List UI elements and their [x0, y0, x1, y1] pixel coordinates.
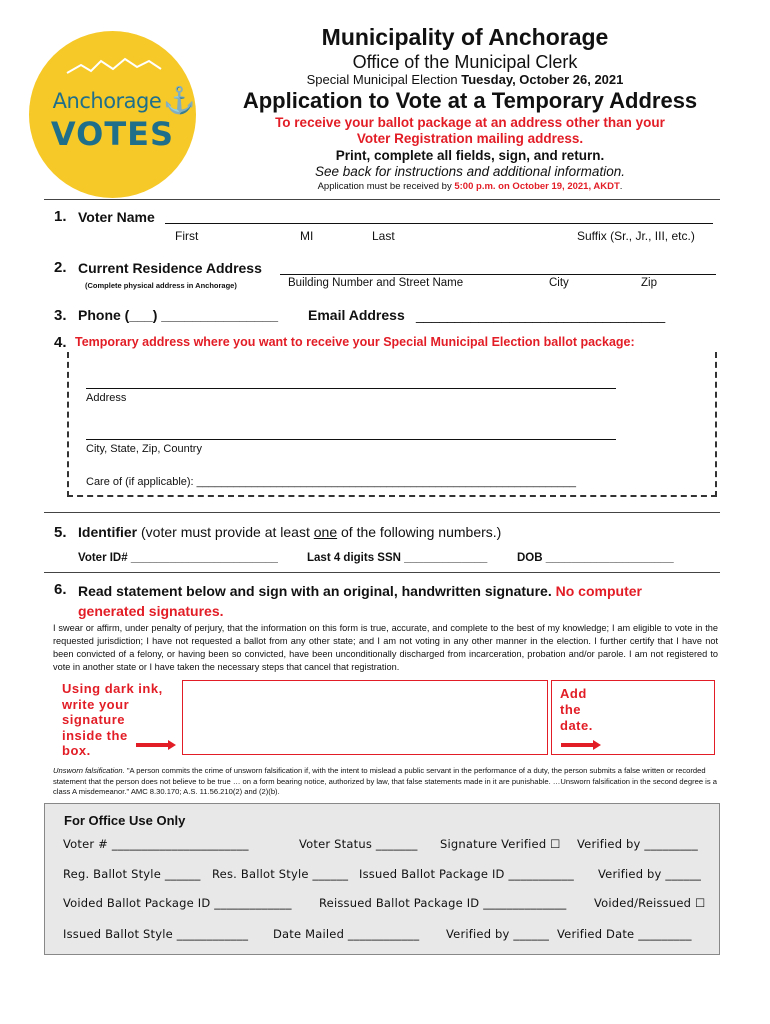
office-verified-by-2: Verified by ______: [598, 867, 702, 881]
office-issued-ballot-style: Issued Ballot Style ____________: [63, 927, 249, 941]
office-voter-number: Voter # _______________________: [63, 837, 249, 851]
section5-number: 5.: [54, 524, 67, 541]
care-of-field[interactable]: Care of (if applicable): ______________________________________________________________: [86, 476, 576, 488]
falsification-title: Unsworn falsification.: [53, 766, 125, 775]
signature-instruction-1: Read statement below and sign with an original, handwritten signature.: [78, 583, 552, 599]
deadline-time: 5:00 p.m. on October 19, 2021, AKDT: [454, 181, 620, 192]
identifier-note-a: (voter must provide at least: [137, 524, 314, 540]
falsification-notice: [53, 766, 718, 798]
signature-hint-line: Using dark ink,: [62, 681, 163, 696]
identifier-label: Identifier: [78, 524, 138, 540]
temp-address-label: Temporary address where you want to receive your Special Municipal Election ballot package:: [75, 335, 635, 349]
date-hint-line: Add: [560, 686, 587, 701]
office-res-ballot-style: Res. Ballot Style ______: [212, 867, 349, 881]
voter-name-label: Voter Name: [78, 209, 155, 225]
identifier-note-b: of the following numbers.): [337, 524, 502, 540]
office-voided-package-id: Voided Ballot Package ID _____________: [63, 896, 292, 910]
election-date: Tuesday, October 26, 2021: [461, 72, 624, 87]
election-line: [230, 72, 700, 87]
voter-name-field[interactable]: [165, 208, 713, 224]
signature-hint-line: inside the: [62, 727, 128, 743]
address-label: Address: [86, 392, 127, 404]
office-verified-by: Verified by _________: [577, 837, 698, 851]
divider: [44, 199, 720, 200]
email-label: Email Address: [308, 307, 405, 323]
affirmation-statement: I swear or affirm, under penalty of perjury, that the information on this form is true, accurate, and complete to the best of my knowledge; I am eligible to vote in the requested jurisdiction; I have not requested a ballot from any other state; and I am not voting in any other manner in the election. I further certify that I have not been convicted of a felony, or having been so convicted, have been unconditionally discharged from incarceration, probation and/or parole. I am not registered to vote in another state or I have taken the necessary steps that cancel that registration.: [53, 623, 718, 672]
deadline-line: [230, 181, 710, 192]
section6-number: 6.: [54, 581, 67, 598]
logo-line1: Anchorage: [52, 89, 162, 113]
residence-label: Current Residence Address: [78, 260, 262, 276]
phone-field[interactable]: Phone (___) _______________: [78, 307, 279, 323]
first-label: First: [175, 229, 199, 243]
subtitle-red-2: Voter Registration mailing address.: [356, 131, 584, 146]
signature-box[interactable]: [182, 680, 548, 755]
suffix-label: Suffix (Sr., Jr., III, etc.): [577, 229, 695, 243]
signature-warning-1: No computer: [551, 583, 642, 599]
date-hint-line: the: [560, 702, 581, 717]
office-reg-ballot-style: Reg. Ballot Style ______: [63, 867, 201, 881]
office-date-mailed: Date Mailed ____________: [273, 927, 420, 941]
signature-warning-2: generated signatures.: [78, 603, 224, 619]
dob-field[interactable]: DOB ____________________: [517, 552, 674, 564]
arrow-right-icon: [561, 738, 601, 756]
city-state-label: City, State, Zip, Country: [86, 443, 202, 455]
residence-field[interactable]: [280, 259, 716, 275]
arrow-right-icon: [136, 738, 176, 756]
office-issued-package-id: Issued Ballot Package ID ___________: [359, 867, 574, 881]
signature-hint-line: write your: [62, 696, 130, 712]
divider: [44, 572, 720, 573]
signature-hint-line: box.: [62, 743, 91, 758]
office-voided-reissued: Voided/Reissued ☐: [594, 896, 706, 910]
instructions-2: See back for instructions and additional information.: [315, 164, 625, 179]
section4-number: 4.: [54, 334, 67, 351]
anchorage-votes-logo: [29, 31, 196, 198]
mi-label: MI: [300, 229, 314, 243]
residence-note: (Complete physical address in Anchorage): [85, 281, 237, 290]
ssn-field[interactable]: Last 4 digits SSN _____________: [307, 552, 488, 564]
identifier-line: [78, 524, 501, 540]
office-verified-by-3: Verified by ______: [446, 927, 550, 941]
office-signature-verified: Signature Verified ☐: [440, 837, 561, 851]
deadline-prefix: Application must be received by: [317, 181, 455, 192]
voter-id-field[interactable]: Voter ID# _______________________: [78, 552, 278, 564]
office-reissued-package-id: Reissued Ballot Package ID ______________: [319, 896, 567, 910]
section2-number: 2.: [54, 259, 67, 276]
office-use-title: For Office Use Only: [64, 813, 186, 828]
address-field[interactable]: [86, 374, 616, 389]
signature-instruction: [78, 581, 718, 621]
city-state-field[interactable]: [86, 425, 616, 440]
subtitle-red-1: To receive your ballot package at an address other than your: [275, 115, 665, 130]
signature-hint-line: signature: [62, 712, 126, 727]
office-voter-status: Voter Status _______: [299, 837, 418, 851]
divider: [44, 512, 720, 513]
identifier-note-one: one: [313, 524, 338, 540]
instructions-1: Print, complete all fields, sign, and return.: [335, 148, 605, 163]
section3-number: 3.: [54, 307, 67, 324]
election-prefix: Special Municipal Election: [306, 72, 462, 87]
date-hint: [560, 686, 593, 734]
anchor-icon: ⚓: [163, 85, 196, 115]
deadline-suffix: .: [619, 181, 623, 192]
city-label: City: [549, 277, 569, 289]
email-field[interactable]: ________________________________: [416, 307, 666, 323]
org-title: Municipality of Anchorage: [321, 24, 609, 50]
date-hint-line: date.: [560, 718, 593, 733]
form-title: Application to Vote at a Temporary Address: [242, 88, 698, 113]
logo-line2: VOTES: [50, 115, 175, 153]
last-label: Last: [372, 229, 395, 243]
office-title: Office of the Municipal Clerk: [352, 52, 578, 72]
street-label: Building Number and Street Name: [288, 277, 464, 289]
section1-number: 1.: [54, 208, 67, 225]
zip-label: Zip: [641, 277, 657, 289]
falsification-text: "A person commits the crime of unsworn falsification if, with the intent to mislead a public servant in the performance of a duty, the person submits a false written or recorded statement that the person does not believe to be true … on a form bearing notice, authorized by law, that false statements made in it are punishable. …Unsworn falsification in the second degree is a class A misdemeanor." AMC 8.30.170; A.S. 11.56.210(2) and (2)(b).: [53, 766, 717, 796]
office-verified-date: Verified Date _________: [557, 927, 692, 941]
